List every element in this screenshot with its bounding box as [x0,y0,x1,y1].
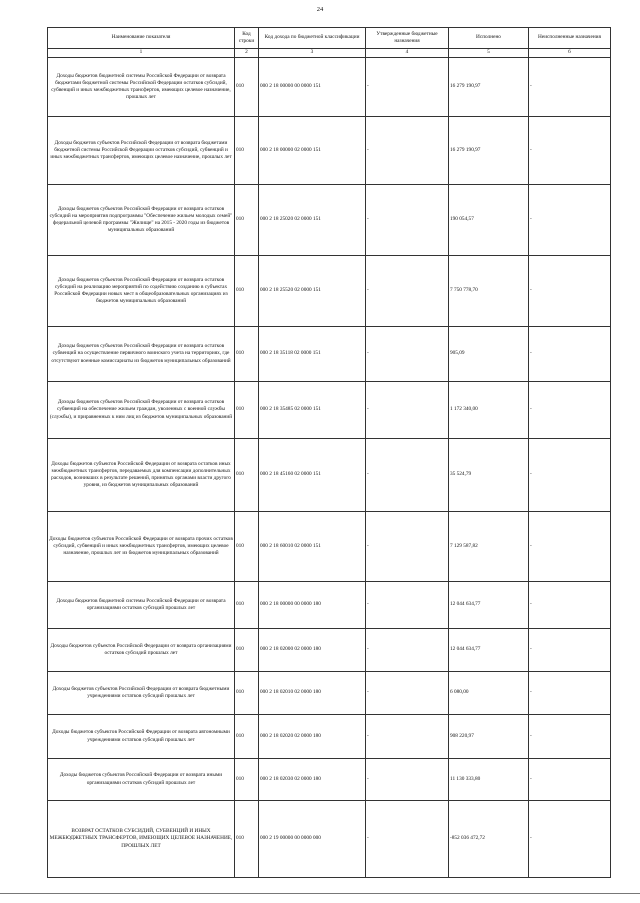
table-row [48,185,611,256]
row-executed: 905,09 [449,327,529,382]
row-executed: 11 130 333,80 [449,759,529,801]
row-executed: 16 279 190,97 [449,58,529,117]
row-approved: - [366,759,449,801]
row-line-code: 010 [235,439,259,512]
row-line-code: 010 [235,629,259,672]
row-line-code: 010 [235,256,259,327]
row-unexecuted: - [529,715,611,759]
row-unexecuted: - [529,759,611,801]
row-name: Доходы бюджетов субъектов Российской Федерации от возврата бюджетами бюджетной системы Российской Федерации остатков субсидий, субвенций и иных межбюджетных трансфертов, имеющих целевое назначение, прошлых лет [48,117,235,185]
row-executed: 12 044 634,77 [449,629,529,672]
row-approved: - [366,185,449,256]
row-line-code: 010 [235,582,259,629]
table-row [48,382,611,439]
row-budget-code: 000 2 18 00000 02 0000 151 [259,117,366,185]
row-budget-code: 000 2 18 02030 02 0000 180 [259,759,366,801]
row-name: Доходы бюджетов субъектов Российской Федерации от возврата остатков субсидий на реализацию мероприятий по содействию созданию в субъектах Российской Федерации новых мест в общеобразовательных организациях из бюджетов муниципальных образований [48,256,235,327]
row-approved: - [366,512,449,582]
row-unexecuted: - [529,439,611,512]
row-budget-code: 000 2 18 45160 02 0000 151 [259,439,366,512]
column-number: 2 [235,49,259,58]
row-executed: 7 750 778,70 [449,256,529,327]
row-approved: - [366,327,449,382]
row-line-code: 010 [235,759,259,801]
header-line-code: Код строки [235,28,259,49]
row-name: Доходы бюджетов субъектов Российской Федерации от возврата автономными учреждениями остатков субсидий прошлых лет [48,715,235,759]
row-name: Доходы бюджетов субъектов Российской Федерации от возврата бюджетными учреждениями остатков субсидий прошлых лет [48,672,235,715]
table-row [48,117,611,185]
column-number: 1 [48,49,235,58]
row-budget-code: 000 2 18 25520 02 0000 151 [259,256,366,327]
row-approved: - [366,117,449,185]
column-number: 6 [529,49,611,58]
row-approved: - [366,582,449,629]
row-approved: - [366,58,449,117]
row-approved: - [366,439,449,512]
row-unexecuted: - [529,117,611,185]
row-name: Доходы бюджетов субъектов Российской Федерации от возврата иными организациями остатков субсидий прошлых лет [48,759,235,801]
table-row [48,629,611,672]
page-number: 24 [316,6,324,13]
column-number: 4 [366,49,449,58]
row-name: Доходы бюджетов бюджетной системы Российской Федерации от возврата организациями остатков субсидий прошлых лет [48,582,235,629]
table-row [48,256,611,327]
row-budget-code: 000 2 18 02020 02 0000 180 [259,715,366,759]
row-unexecuted: - [529,672,611,715]
row-unexecuted: - [529,58,611,117]
row-approved: - [366,382,449,439]
column-number: 3 [259,49,366,58]
header-approved: Утвержденные бюджетные назначения [366,28,449,49]
row-line-code: 010 [235,715,259,759]
row-unexecuted: - [529,512,611,582]
row-line-code: 010 [235,185,259,256]
row-name: Доходы бюджетов субъектов Российской Федерации от возврата остатков субвенций на осуществление первичного воинского учета на территориях, где отсутствуют военные комиссариаты из бюджетов муниципальных образований [48,327,235,382]
row-executed: 7 129 587,82 [449,512,529,582]
row-executed: 6 080,00 [449,672,529,715]
row-budget-code: 000 2 18 35118 02 0000 151 [259,327,366,382]
row-executed: 16 279 190,97 [449,117,529,185]
row-approved: - [366,715,449,759]
row-name: Доходы бюджетов субъектов Российской Федерации от возврата организациями остатков субсидий прошлых лет [48,629,235,672]
header-name: Наименование показателя [48,28,235,49]
row-unexecuted: - [529,629,611,672]
row-budget-code: 000 2 18 60010 02 0000 151 [259,512,366,582]
row-line-code: 010 [235,382,259,439]
row-line-code: 010 [235,512,259,582]
row-budget-code: 000 2 18 35485 02 0000 151 [259,382,366,439]
row-budget-code: 000 2 18 25020 02 0000 151 [259,185,366,256]
row-unexecuted: - [529,801,611,878]
row-executed: 908 220,97 [449,715,529,759]
revenue-report-table [47,27,611,878]
row-approved: - [366,629,449,672]
table-row [48,58,611,117]
table-row [48,512,611,582]
row-line-code: 010 [235,672,259,715]
row-executed: 12 044 634,77 [449,582,529,629]
table-row [48,439,611,512]
table-row [48,715,611,759]
row-name: Доходы бюджетов субъектов Российской Федерации от возврата остатков субвенций на обеспечение жильем граждан, уволенных с военной службы (службы), и приравненных к ним лиц из бюджетов муниципальных образований [48,382,235,439]
row-unexecuted: - [529,185,611,256]
table-row [48,801,611,878]
row-executed: -852 036 472,72 [449,801,529,878]
row-unexecuted: - [529,382,611,439]
row-executed: 1 172 340,00 [449,382,529,439]
row-budget-code: 000 2 18 00000 00 0000 151 [259,58,366,117]
row-budget-code: 000 2 18 02000 02 0000 180 [259,629,366,672]
row-line-code: 010 [235,58,259,117]
table-row [48,672,611,715]
table-header-row [48,28,611,49]
row-line-code: 010 [235,117,259,185]
page-bottom-rule [0,893,640,894]
row-approved: - [366,256,449,327]
row-executed: 190 054,57 [449,185,529,256]
row-line-code: 010 [235,327,259,382]
table-row [48,582,611,629]
row-approved: - [366,801,449,878]
row-unexecuted: - [529,327,611,382]
header-budget-code: Код дохода по бюджетной классификации [259,28,366,49]
row-approved: - [366,672,449,715]
header-executed: Исполнено [449,28,529,49]
row-name: ВОЗВРАТ ОСТАТКОВ СУБСИДИЙ, СУБВЕНЦИЙ И ИНЫХ МЕЖБЮДЖЕТНЫХ ТРАНСФЕРТОВ, ИМЕЮЩИХ ЦЕЛЕВОЕ НАЗНАЧЕНИЕ, ПРОШЛЫХ ЛЕТ [48,801,235,878]
row-unexecuted: - [529,582,611,629]
row-name: Доходы бюджетов субъектов Российской Федерации от возврата прочих остатков субсидий, субвенций и иных межбюджетных трансфертов, имеющих целевое назначение, прошлых лет из бюджетов муниципальных образований [48,512,235,582]
row-budget-code: 000 2 18 00000 00 0000 180 [259,582,366,629]
table-row [48,327,611,382]
column-number: 5 [449,49,529,58]
column-number-row [48,49,611,58]
row-name: Доходы бюджетов субъектов Российской Федерации от возврата остатков иных межбюджетных трансфертов, передаваемых для компенсации дополнительных расходов, возникших в результате решений, принятых органами власти другого уровня, из бюджетов муниципальных образований [48,439,235,512]
row-executed: 35 524,79 [449,439,529,512]
row-budget-code: 000 2 18 02010 02 0000 180 [259,672,366,715]
row-budget-code: 000 2 19 00000 00 0000 000 [259,801,366,878]
row-name: Доходы бюджетов бюджетной системы Российской Федерации от возврата бюджетами бюджетной системы Российской Федерации остатков субсидий, субвенций и иных межбюджетных трансфертов, имеющих целевое назначение, прошлых лет [48,58,235,117]
row-name: Доходы бюджетов субъектов Российской Федерации от возврата остатков субсидий на мероприятия подпрограммы "Обеспечение жильем молодых семей" федеральной целевой программы "Жилище" на 2015 - 2020 годы из бюджетов муниципальных образований [48,185,235,256]
row-line-code: 010 [235,801,259,878]
header-unexecuted: Неисполненные назначения [529,28,611,49]
table-row [48,759,611,801]
row-unexecuted: - [529,256,611,327]
